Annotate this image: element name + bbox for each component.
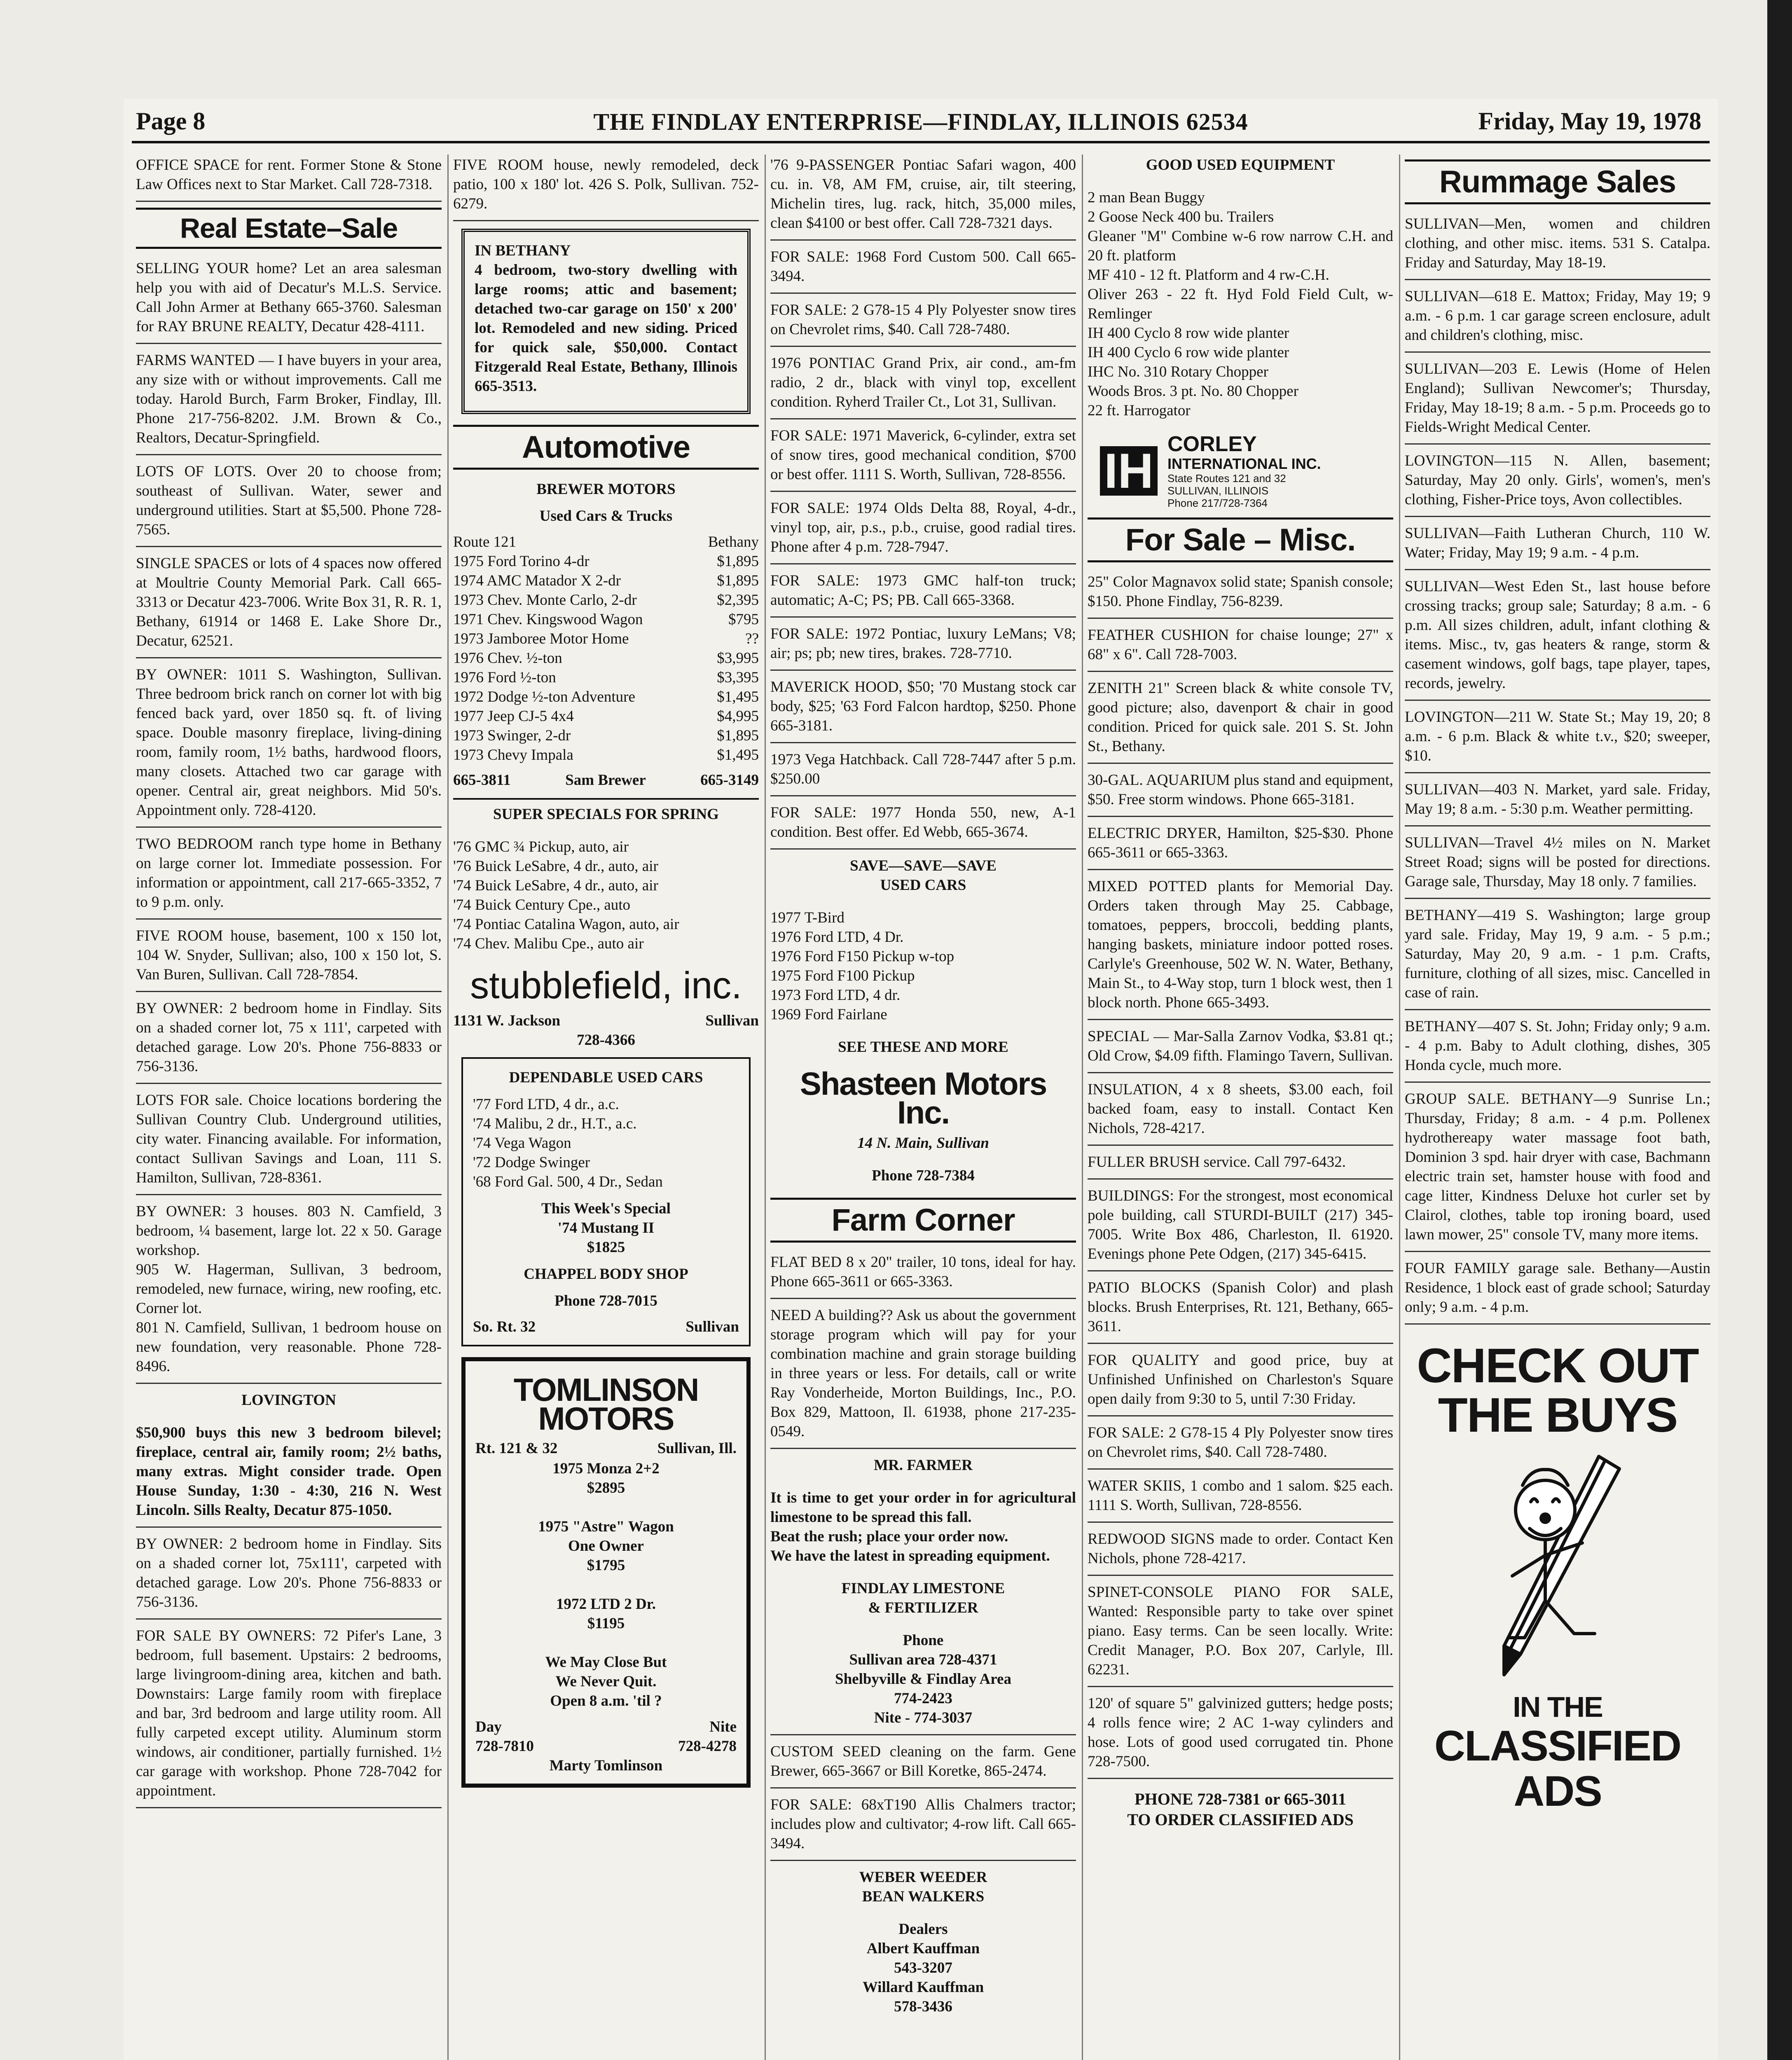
promo-line-3: IN THE <box>1513 1691 1603 1723</box>
divider <box>453 798 759 800</box>
classified-ad: SULLIVAN—203 E. Lewis (Home of Helen England); Sullivan Newcomer's; Thursday, Friday, May 18-19; 8 a.m. - 5 p.m. Proceeds go to Fields-Wright Medical Center. <box>1405 358 1710 445</box>
vehicle-price: $1,495 <box>717 688 759 705</box>
classified-ad: SULLIVAN—Faith Lutheran Church, 110 W. Water; Friday, May 19; 9 a.m. - 4 p.m. <box>1405 523 1710 570</box>
classified-ad: CUSTOM SEED cleaning on the farm. Gene Brewer, 665-3667 or Bill Koretke, 865-2474. <box>770 1741 1076 1788</box>
classified-ad: BETHANY—407 S. St. John; Friday only; 9 a.m. - 4 p.m. Baby to Adult clothing, dishes, 305 Honda cycle, much more. <box>1405 1016 1710 1083</box>
dealer-name: stubblefield, inc. <box>470 964 742 1007</box>
classified-ad: ZENITH 21" Screen black & white console TV, good picture; also, davenport & chair in good condition. Priced for quick sale. 201 S. St. John St., Bethany. <box>1088 678 1393 764</box>
vehicle-price: $1,895 <box>717 553 759 570</box>
issue-date: Friday, May 19, 1978 <box>1478 108 1701 135</box>
vehicle-list: 1977 T-Bird 1976 Ford LTD, 4 Dr. 1976 Ford F150 Pickup w-top 1975 Ford F100 Pickup 1973 Ford LTD, 4 dr. 1969 Ford Fairlane <box>770 909 954 1023</box>
classified-ad: FIVE ROOM house, newly remodeled, deck patio, 100 x 180' lot. 426 S. Polk, Sullivan. 752-6279. <box>453 154 759 221</box>
classified-ad: FIVE ROOM house, basement, 100 x 150 lot, 104 W. Snyder, Sullivan; also, 100 x 150 lot, S. Van Buren, Sullivan. Call 728-7854. <box>136 925 442 992</box>
display-ad-bethany <box>461 229 751 414</box>
day-phone: 728-7810 <box>475 1738 534 1755</box>
vehicle-list: '77 Ford LTD, 4 dr., a.c. '74 Malibu, 2 dr., H.T., a.c. '74 Vega Wagon '72 Dodge Swinger '68 Ford Gal. 500, 4 Dr., Sedan <box>473 1096 663 1190</box>
dealer-phone: Phone 728-7384 <box>872 1167 975 1184</box>
vehicle-row <box>453 610 759 629</box>
vehicle-row <box>453 687 759 707</box>
classified-ad: 30-GAL. AQUARIUM plus stand and equipment, $50. Free storm windows. Phone 665-3181. <box>1088 770 1393 817</box>
vehicle-price: $2,395 <box>717 592 759 609</box>
promo-line-2: THE BUYS <box>1438 1388 1677 1442</box>
classified-ad: 1973 Vega Hatchback. Call 728-7447 after 5 p.m. $250.00 <box>770 749 1076 796</box>
column-rule <box>447 154 449 2060</box>
classified-ad: BY OWNER: 3 houses. 803 N. Camfield, 3 bedroom, ¼ basement, large lot. 22 x 50. Garage workshop. 905 W. Hagerman, Sullivan, 3 bedroom, remodeled, new furnace, wiring, new roofing, etc. Corner lot. 801 N. Camfield, Sullivan, 1 bedroom house on new foundation, very reasonable. Phone 728-8496. <box>136 1201 442 1384</box>
classified-promo <box>1405 1341 1710 1814</box>
classified-ad: FOR SALE: 2 G78-15 4 Ply Polyester snow tires on Chevrolet rims, $40. Call 728-7480. <box>1088 1422 1393 1470</box>
ad-title: WEBER WEEDER BEAN WALKERS <box>859 1869 987 1905</box>
classified-ad: BUILDINGS: For the strongest, most economical pole building, call STURDI-BUILT (217) 345-7005. Write Box 486, Charleston, Il. 61920. Evenings phone Pete Odgen, (217) 345-6415. <box>1088 1185 1393 1271</box>
specials-list: '76 GMC ¾ Pickup, auto, air '76 Buick LeSabre, 4 dr., auto, air '74 Buick LeSabre, 4 dr., auto, air '74 Buick Century Cpe., auto '74 Pontiac Catalina Wagon, auto, air '74 Chev. Malibu Cpe., auto air <box>453 838 679 952</box>
classified-ad: BETHANY—419 S. Washington; large group yard sale. Friday, May 19, 9 a.m. - 5 p.m.; Saturday, May 20, 9 a.m. - 1 p.m. Crafts, furniture, clothing of all sizes, misc. Cancelled in case of rain. <box>1405 905 1710 1010</box>
ad-title: LOVINGTON <box>241 1392 336 1409</box>
classified-ad: FOR SALE: 1973 GMC half-ton truck; automatic; A-C; PS; PB. Call 665-3368. <box>770 570 1076 618</box>
price-list <box>453 532 759 790</box>
column-3 <box>770 154 1076 2060</box>
dealer-subtitle: INTERNATIONAL INC. <box>1167 455 1321 472</box>
pencil-character-icon <box>1442 1440 1673 1687</box>
column-rule <box>765 154 766 2060</box>
section-heading-automotive: Automotive <box>453 425 759 470</box>
page-number: Page 8 <box>136 108 206 135</box>
dealer-name: CHAPPEL BODY SHOP <box>524 1266 688 1283</box>
classified-ad: 120' of square 5" galvinized gutters; hedge posts; 4 rolls fence wire; 2 AC 1-way cylinders and hose. Lots of good used corrugated tin. Phone 728-7500. <box>1088 1693 1393 1779</box>
vehicle-name: 1975 Ford Torino 4-dr <box>453 553 590 570</box>
dealer-address <box>453 1011 759 1050</box>
column-4 <box>1088 154 1393 2060</box>
classified-ad: 1976 PONTIAC Grand Prix, air cond., am-fm radio, 2 dr., black with vinyl top, excellent condition. Ryherd Trailer Ct., Lot 31, Sullivan. <box>770 353 1076 419</box>
vehicle-row <box>453 629 759 648</box>
dealer-contact-name: Sam Brewer <box>565 772 646 789</box>
classified-ad: SULLIVAN—Men, women and children clothing, and other misc. items. 531 S. Catalpa. Friday and Saturday, May 18-19. <box>1405 213 1710 280</box>
vehicle-name: 1977 Jeep CJ-5 4x4 <box>453 708 574 725</box>
vehicle-price: $3,395 <box>717 669 759 686</box>
vehicle-price: ?? <box>745 630 759 647</box>
dealer-phone: 728-4366 <box>577 1032 635 1049</box>
classified-ad: FOR SALE: 1977 Honda 550, new, A-1 condition. Best offer. Ed Webb, 665-3674. <box>770 802 1076 850</box>
classified-ad: LOVINGTON—115 N. Allen, basement; Saturday, May 20 only. Girls', women's, men's clothing, Fisher-Price toys, Avon collectibles. <box>1405 450 1710 517</box>
vehicle-row <box>453 707 759 726</box>
vehicle-row <box>453 590 759 610</box>
vehicle-row <box>453 571 759 590</box>
classified-phone-note: PHONE 728-7381 or 665-3011 TO ORDER CLASSIFIED ADS <box>1127 1790 1354 1829</box>
classified-ad: 25" Color Magnavox solid state; Spanish console; $150. Phone Findlay, 756-8239. <box>1088 571 1393 619</box>
vehicle-price: $795 <box>728 611 759 628</box>
dealer-town: Bethany <box>708 534 759 550</box>
vehicle-name: 1973 Chev. Monte Carlo, 2-dr <box>453 592 637 609</box>
classified-ad: FOUR FAMILY garage sale. Bethany—Austin Residence, 1 block east of grade school; Saturday only; 9 a.m. - 4 p.m. <box>1405 1258 1710 1325</box>
display-ad-text: IN BETHANY 4 bedroom, two-story dwelling with large rooms; attic and basement; detached two-car garage on 150' x 200' lot. Remodeled and new siding. Priced for quick sale, $50,000. Contact Fitzgerald Real Estate, Bethany, Illinois 665-3513. <box>475 242 737 395</box>
display-ad-text: It is time to get your order in for agricultural limestone to be spread this fall. Beat the rush; place your order now. We have the latest in spreading equipment. <box>770 1489 1076 1564</box>
scan-edge <box>1767 0 1792 2060</box>
classified-ad: ELECTRIC DRYER, Hamilton, $25-$30. Phone 665-3611 or 665-3363. <box>1088 823 1393 870</box>
column-rule <box>1082 154 1083 2060</box>
vehicle-row <box>453 726 759 745</box>
classified-ad: FOR QUALITY and good price, buy at Unfinished Unfinished on Charleston's Square open daily from 9:30 to 5, until 7:30 Friday. <box>1088 1350 1393 1416</box>
vehicle-name: 1974 AMC Matador X 2-dr <box>453 572 621 589</box>
vehicle-row <box>453 745 759 765</box>
classified-ad: '76 9-PASSENGER Pontiac Safari wagon, 400 cu. in. V8, AM FM, cruise, air, tilt steering, Michelin tires, lug. rack, hitch, 35,000 miles, clean $4100 or best offer. Call 728-7321 days. <box>770 154 1076 241</box>
classified-ad: LOTS OF LOTS. Over 20 to choose from; southeast of Sullivan. Water, sewer and underground utilities. Start at $5,500. Phone 728-7565. <box>136 461 442 547</box>
vehicle-list <box>453 552 759 765</box>
vehicle-name: 1973 Jamboree Motor Home <box>453 630 629 647</box>
classified-ad: BY OWNER: 1011 S. Washington, Sullivan. Three bedroom brick ranch on corner lot with big fenced back yard, over 1850 sq. ft. of living space. Double masonry fireplace, living-dining room, family room, 1½ baths, hardwood floors, many closets. Attached two car garage with opener. Central air, great neighbors. Mid 50's. Appointment only. 728-4120. <box>136 664 442 828</box>
dealer-street: Rt. 121 & 32 <box>475 1440 558 1457</box>
dealer-subtitle: Used Cars & Trucks <box>539 508 673 524</box>
dealer-address: State Routes 121 and 32 SULLIVAN, ILLINOIS Phone 217/728-7364 <box>1167 472 1286 509</box>
dealer-address: 14 N. Main, Sullivan <box>857 1135 989 1152</box>
dealer-location <box>453 532 759 552</box>
dealer-name: Shasteen Motors Inc. <box>800 1065 1047 1131</box>
vehicle-price: $3,995 <box>717 650 759 667</box>
classified-ad: FOR SALE: 68xT190 Allis Chalmers tractor; includes plow and cultivator; 4-row lift. Call 665-3494. <box>770 1794 1076 1861</box>
dealer-name: BREWER MOTORS <box>536 481 676 498</box>
column-1 <box>136 154 442 2060</box>
ad-title: MR. FARMER <box>874 1457 973 1474</box>
vehicle-row <box>453 552 759 571</box>
promo-line-4: CLASSIFIED ADS <box>1434 1722 1681 1815</box>
classified-ad: SPECIAL — Mar-Salla Zarnov Vodka, $3.81 qt.; Old Crow, $4.09 fifth. Flamingo Tavern, Sullivan. <box>1088 1026 1393 1073</box>
dealer-street: So. Rt. 32 <box>473 1318 536 1335</box>
display-ad-text: Dealers Albert Kauffman 543-3207 Willard Kauffman 578-3436 <box>862 1921 984 2015</box>
classified-ad: FOR SALE BY OWNERS: 72 Pifer's Lane, 3 bedroom, full basement. Upstairs: 2 bedrooms, large livingroom-dining area, kitchen and bath. Downstairs: Large family room with fireplace and bar, 3rd bedroom and large utility room. All fully carpeted except utility. Aluminum storm windows, air conditioner, partially furnished. 1½ car garage with workshop. Phone 728-7042 for appointment. <box>136 1625 442 1808</box>
vehicle-price: $1,895 <box>717 572 759 589</box>
classified-ad: SINGLE SPACES or lots of 4 spaces now offered at Moultrie County Memorial Park. Call 665-3313 or Decatur 423-7006. Write Box 31, R. R. 1, Bethany, 61914 or 1468 E. Lake Shore Dr., Decatur, 62521. <box>136 553 442 658</box>
section-heading-real-estate: Real Estate–Sale <box>136 208 442 249</box>
section-heading-farm-corner: Farm Corner <box>770 1198 1076 1243</box>
vehicle-name: 1972 Dodge ½-ton Adventure <box>453 688 635 705</box>
classified-ad: BY OWNER: 2 bedroom home in Findlay. Sits on a shaded corner lot, 75x111', carpeted with detached garage. Low 20's. Phone 756-8833 or 756-3136. <box>136 1533 442 1620</box>
international-harvester-icon: IH <box>1100 446 1158 496</box>
dealer-town: Sullivan <box>705 1012 759 1029</box>
ad-title: DEPENDABLE USED CARS <box>509 1069 703 1086</box>
classified-ad: FLAT BED 8 x 20" trailer, 10 tons, ideal for hay. Phone 665-3611 or 665-3363. <box>770 1252 1076 1299</box>
classified-ad: TWO BEDROOM ranch type home in Bethany on large corner lot. Immediate possession. For information or appointment, call 217-665-3352, 7 to 9 p.m. only. <box>136 833 442 920</box>
vehicle-row <box>453 668 759 687</box>
newspaper-page <box>124 99 1718 2060</box>
vehicle-name: 1976 Chev. ½-ton <box>453 650 562 667</box>
promo-line-1: CHECK OUT <box>1417 1339 1698 1393</box>
classified-ad: FEATHER CUSHION for chaise lounge; 27" x 68" x 6". Call 728-7003. <box>1088 625 1393 672</box>
vehicle-row <box>453 648 759 668</box>
classified-ad: REDWOOD SIGNS made to order. Contact Ken Nichols, phone 728-4217. <box>1088 1529 1393 1576</box>
vehicle-name: 1973 Chevy Impala <box>453 747 573 763</box>
section-heading-for-sale-misc: For Sale – Misc. <box>1088 517 1393 562</box>
day-label: Day <box>475 1718 502 1735</box>
classified-ad: FOR SALE: 2 G78-15 4 Ply Polyester snow tires on Chevrolet rims, $40. Call 728-7480. <box>770 300 1076 347</box>
nite-phone: 728-4278 <box>678 1738 737 1755</box>
classified-ad: LOVINGTON—211 W. State St.; May 19, 20; 8 a.m. - 6 p.m. Black & white t.v., $20; sweeper, $10. <box>1405 707 1710 773</box>
column-2 <box>453 154 759 2060</box>
weekly-special: This Week's Special '74 Mustang II $1825 <box>541 1200 671 1256</box>
header-rule <box>132 141 1710 143</box>
classified-ad: WATER SKIIS, 1 combo and 1 salom. $25 each. 1111 S. Worth, Sullivan, 728-8556. <box>1088 1475 1393 1523</box>
column-rule <box>1399 154 1400 2060</box>
dealer-contact <box>453 770 759 790</box>
classified-ad: LOTS FOR sale. Choice locations bordering the Sullivan Country Club. Underground utilities, city water. Financing available. For information, contact Sullivan Savings and Loan, 111 S. Hamilton, Sullivan, 728-8361. <box>136 1090 442 1195</box>
dealer-town: Sullivan, Ill. <box>657 1440 737 1457</box>
classified-ad: FOR SALE: 1971 Maverick, 6-cylinder, extra set of snow tires, good mechanical condition, $700 or best offer. 1111 S. Worth, Sullivan, 728-8556. <box>770 425 1076 492</box>
vehicle-price: $1,895 <box>717 727 759 744</box>
nite-label: Nite <box>709 1718 737 1735</box>
classified-ad: INSULATION, 4 x 8 sheets, $3.00 each, foil backed foam, easy to install. Contact Ken Nichols, 728-4217. <box>1088 1079 1393 1146</box>
ad-title: GOOD USED EQUIPMENT <box>1146 157 1335 173</box>
display-ad-tomlinson <box>461 1357 751 1788</box>
dealer-name: CORLEY <box>1167 432 1257 456</box>
classified-ad: FOR SALE: 1968 Ford Custom 500. Call 665-3494. <box>770 246 1076 294</box>
classified-ad: SELLING YOUR home? Let an area salesman help you with aid of Decatur's M.L.S. Service. Call John Armer at Bethany 665-3760. Salesman for RAY BRUNE REALTY, Decatur 428-4111. <box>136 258 442 344</box>
classified-ad: BY OWNER: 2 bedroom home in Findlay. Sits on a shaded corner lot, 75 x 111', carpeted with detached garage. Low 20's. Phone 756-8833 or 756-3136. <box>136 998 442 1084</box>
display-ad-brewer-motors <box>453 479 759 790</box>
column-5 <box>1405 154 1710 2060</box>
specials-title: SUPER SPECIALS FOR SPRING <box>493 806 719 823</box>
classified-ad: FARMS WANTED — I have buyers in your area, any size with or without improvements. Call me today. Harold Burch, Farm Broker, Findlay, Ill. Phone 217-756-8202. J.M. Brown & Co., Realtors, Decatur-Springfield. <box>136 350 442 455</box>
classified-ad: SULLIVAN—618 E. Mattox; Friday, May 19; 9 a.m. - 6 p.m. 1 car garage screen enclosure, adult and children's clothing, misc. <box>1405 286 1710 353</box>
dealer-phone-2: 665-3149 <box>700 772 759 789</box>
dealer-phone: 665-3811 <box>453 772 511 789</box>
classified-ad: PATIO BLOCKS (Spanish Color) and plash blocks. Brush Enterprises, Rt. 121, Bethany, 665-3611. <box>1088 1277 1393 1344</box>
owner-name: Marty Tomlinson <box>549 1757 663 1774</box>
classified-ad: FOR SALE: 1974 Olds Delta 88, Royal, 4-dr., vinyl top, air, p.s., p.b., cruise, good radial tires. Phone after 4 p.m. 728-7947. <box>770 498 1076 564</box>
classified-ad: $50,900 buys this new 3 bedroom bilevel; fireplace, central air, family room; 2½ baths, many extras. Might consider trade. Open House Sunday, 1:30 - 4:30, 216 N. West Lincoln. Sills Realty, Decatur 875-1050. <box>136 1422 442 1528</box>
dealer-street: 1131 W. Jackson <box>453 1012 561 1029</box>
display-ad-chappel <box>461 1057 751 1346</box>
classified-ad: NEED A building?? Ask us about the government storage program which will pay for your combination machine and grain storage building in three years or less. For details, call or write Ray Vonderheide, Morton Buildings, Inc., P.O. Box 829, Mattoon, Il. 61938, phone 217-235-0549. <box>770 1305 1076 1449</box>
vehicle-price: $1,495 <box>717 747 759 763</box>
classified-ad: FOR SALE: 1972 Pontiac, luxury LeMans; V8; air; ps; pb; new tires, brakes. 728-7710. <box>770 623 1076 671</box>
vehicle-name: 1976 Ford ½-ton <box>453 669 556 686</box>
classified-ad: SULLIVAN—Travel 4½ miles on N. Market Street Road; signs will be posted for directions. Garage sale, Thursday, May 18 only. 7 families. <box>1405 832 1710 899</box>
ad-tagline: SEE THESE AND MORE <box>838 1039 1008 1056</box>
ad-title: FINDLAY LIMESTONE & FERTILIZER <box>841 1580 1005 1616</box>
classified-ad: FULLER BRUSH service. Call 797-6432. <box>1088 1152 1393 1180</box>
corley-logo <box>1100 433 1381 509</box>
dealer-town: Sullivan <box>685 1318 739 1335</box>
classified-ad: SPINET-CONSOLE PIANO FOR SALE, Wanted: Responsible party to take over spinet piano. Easy terms. Can be seen locally. Write: Credit Manager, P.O. Box 207, Carlyle, Ill. 62231. <box>1088 1582 1393 1687</box>
display-ad-text: Phone Sullivan area 728-4371 Shelbyville & Findlay Area 774-2423 Nite - 774-3037 <box>770 1630 1076 1735</box>
vehicle-name: 1973 Swinger, 2-dr <box>453 727 571 744</box>
dealer-phone: Phone 728-7015 <box>554 1292 657 1309</box>
vehicle-list: 1975 Monza 2+2 $2895 1975 "Astre" Wagon One Owner $1795 1972 LTD 2 Dr. $1195 We May Close But We Never Quit. Open 8 a.m. 'til ? <box>538 1460 674 1709</box>
ad-title: SAVE—SAVE—SAVE USED CARS <box>850 857 997 894</box>
section-heading-rummage-sales: Rummage Sales <box>1405 159 1710 204</box>
classified-ad: MAVERICK HOOD, $50; '70 Mustang stock car body, $25; '63 Ford Falcon hardtop, $250. Phone 665-3181. <box>770 677 1076 743</box>
classified-ad: OFFICE SPACE for rent. Former Stone & Stone Law Offices next to Star Market. Call 728-7318. <box>136 154 442 202</box>
masthead: THE FINDLAY ENTERPRISE—FINDLAY, ILLINOIS 62534 <box>593 108 1248 135</box>
classified-ad: SULLIVAN—403 N. Market, yard sale. Friday, May 19; 8 a.m. - 5:30 p.m. Weather permitting. <box>1405 779 1710 826</box>
dealer-route: Route 121 <box>453 534 517 550</box>
classified-ad: GROUP SALE. BETHANY—9 Sunrise Ln.; Thursday, Friday; 8 a.m. - 4 p.m. Pollenex hydrothereapy water massage foot bath, Dominion 3 spd. hair dryer with case, Bachmann electric train set, hamster house with food and cage litter, Kindness Deluxe hot curler set by Clairol, clothes, table top ironing board, used lawn mower, 25" console TV, many more items. <box>1405 1089 1710 1252</box>
vehicle-name: 1971 Chev. Kingswood Wagon <box>453 611 643 628</box>
vehicle-price: $4,995 <box>717 708 759 725</box>
equipment-list: 2 man Bean Buggy 2 Goose Neck 400 bu. Trailers Gleaner "M" Combine w-6 row narrow C.H. and 20 ft. platform MF 410 - 12 ft. Platform and 4 rw-C.H. Oliver 263 - 22 ft. Hyd Fold Field Cult, w-Remlinger IH 400 Cyclo 8 row wide planter IH 400 Cyclo 6 row wide planter IHC No. 310 Rotary Chopper Woods Bros. 3 pt. No. 80 Chopper 22 ft. Harrogator <box>1088 189 1393 419</box>
classified-ad: MIXED POTTED plants for Memorial Day. Orders taken through May 25. Cabbage, tomatoes, peppers, broccoli, bedding plants, hanging baskets, miniature indoor potted roses. Carlyle's Greenhouse, 502 W. N. Water, Bethany, Main St., to 4-Way stop, turn 1 block west, then 1 block north. Phone 665-3493. <box>1088 876 1393 1020</box>
classified-ad: SULLIVAN—West Eden St., last house before crossing tracks; group sale; Saturday; 8 a.m. - 6 p.m. All sizes children, adult, infant clothing & items. Misc., tv, gas heaters & range, storm & casement windows, golf bags, tape player, tapes, records, jewelry. <box>1405 576 1710 701</box>
dealer-name: TOMLINSON MOTORS <box>513 1372 699 1437</box>
